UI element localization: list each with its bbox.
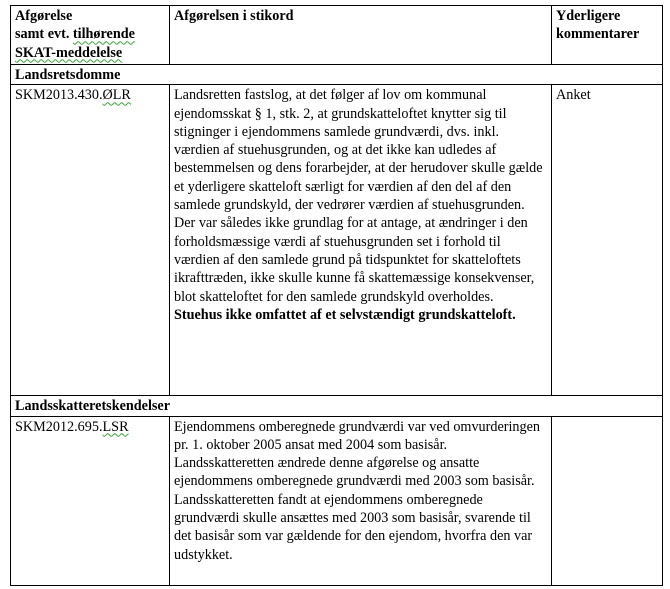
summary-paragraph: Landsskatteretten fandt at ejendommens omberegnede grundværdi skulle ansættes med 2003 som basisår, svarende til det basisår som var gældende for den ejendom, hvorfra den var udstykket. <box>174 491 533 563</box>
header-decision-line2 <box>15 25 165 43</box>
header-decision-line3 <box>15 44 165 62</box>
section-row <box>11 65 663 85</box>
summary-paragraph: Landsretten fastslog, at det følger af lov om kommunal ejendomsskat § 1, stk. 2, at grundskatteloftet knytter sig til stigninger i ejendommens samlede grundværdi, dvs. inkl. værdien af stuehusgrunden, og at det ikke kan udledes af bestemmelsen og dens forarbejder, at der herudover skulle gælde et yderligere skatteloft særligt for værdien af den del af den samlede grundskyld, der vedrører værdien af stuehusgrunden. <box>174 87 543 214</box>
table-row <box>11 85 663 396</box>
reference-text: SKM2012.695. <box>15 418 103 435</box>
decisions-table <box>10 5 663 586</box>
header-summary-cell: Afgørelsen i stikord <box>170 6 552 65</box>
reference-cell <box>11 416 170 585</box>
summary-paragraph: Der var således ikke grundlag for at antage, at ændringer i den forholdsmæssige værdi af stuehusgrunden set i forhold til værdien af den samlede grund på tidspunktet for skatteloftets ikrafttræden, ikke skulle kunne få skattemæssige konsekvenser, blot skatteloftet for den samlede grundskyld overholdes. <box>174 215 535 305</box>
reference-text: SKM2013.430. <box>15 87 103 104</box>
header-comments-line2: kommentarer <box>556 26 640 43</box>
header-decision-line2-text: samt evt. <box>15 26 73 43</box>
spellcheck-word: SKAT-meddelelse <box>15 44 123 61</box>
summary-cell <box>170 416 552 585</box>
header-row <box>11 6 663 65</box>
header-comments-cell <box>552 6 663 65</box>
header-decision-cell <box>11 6 170 65</box>
header-comments-line1: Yderligere <box>556 8 621 24</box>
spellcheck-word: tilhørende <box>72 26 135 43</box>
summary-conclusion: Stuehus ikke omfattet af et selvstændigt grundskatteloft. <box>174 306 516 323</box>
table-row <box>11 416 663 585</box>
spellcheck-word: LSR <box>102 418 129 435</box>
section-title: Landsskatteretskendelser <box>11 396 663 416</box>
summary-cell <box>170 85 552 396</box>
spellcheck-word: ØLR <box>102 87 131 104</box>
summary-paragraph: Ejendommens omberegnede grundværdi var ved omvurderingen pr. 1. oktober 2005 ansat med 2004 som basisår. Landsskatteretten ændrede denne afgørelse og ansatte ejendommens omberegnede grundværdi med 2003 som basisår. <box>174 418 541 490</box>
comment-cell <box>552 416 663 585</box>
header-decision-line1: Afgørelse <box>15 8 73 24</box>
section-row <box>11 396 663 416</box>
comment-cell: Anket <box>552 85 663 396</box>
section-title: Landsretsdomme <box>11 65 663 85</box>
reference-cell <box>11 85 170 396</box>
